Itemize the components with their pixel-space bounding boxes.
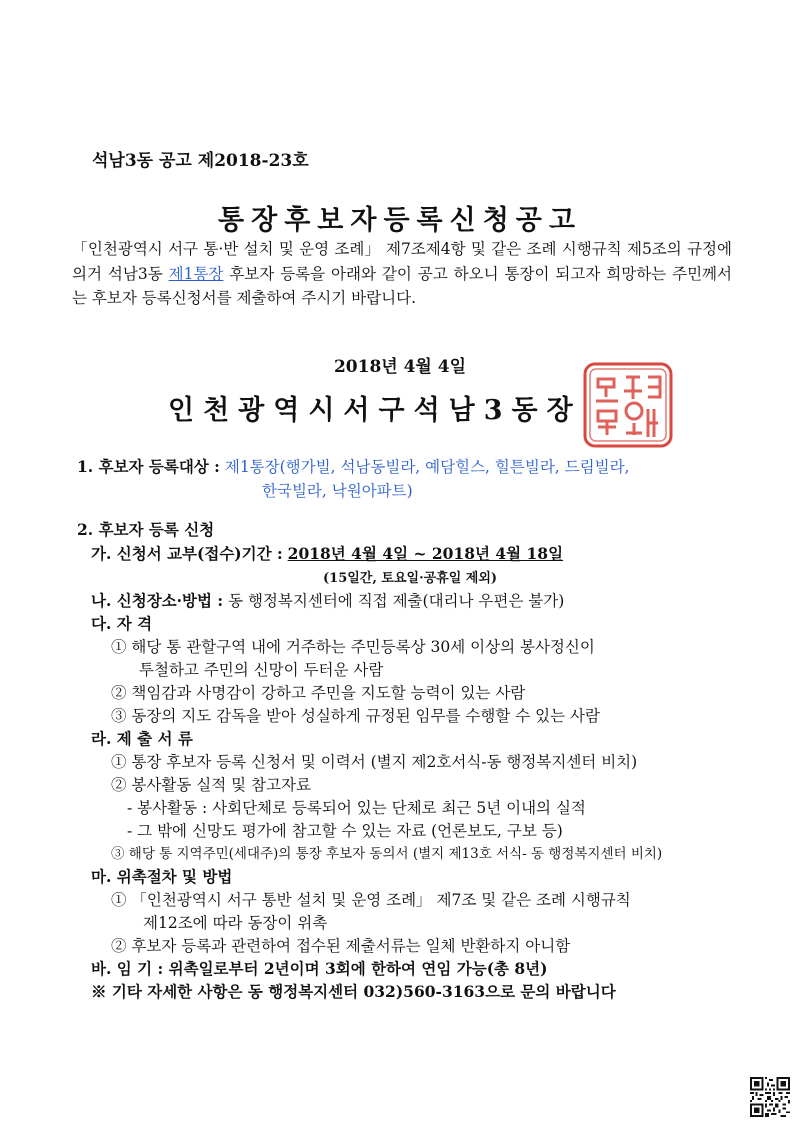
section-ra-item-2: ② 봉사활동 실적 및 참고자료 — [111, 776, 311, 794]
section-na-value: 동 행정복지센터에 직접 제출(대리나 우편은 불가) — [228, 592, 565, 610]
issuer-name: 인천광역시서구석남3동장 — [168, 395, 582, 426]
document-title: 통장후보자등록신청공고 — [218, 205, 582, 236]
section-ma-item-1: ① 「인천광역시 서구 통반 설치 및 운영 조례」 제7조 및 같은 조례 시행규칙 — [111, 891, 631, 909]
section-da-item-2: ② 책임감과 사명감이 강하고 주민을 지도할 능력이 있는 사람 — [111, 684, 526, 702]
section-1-label: 1. 후보자 등록대상 : — [77, 457, 220, 476]
section-na-label: 나. 신청장소·방법 : — [91, 591, 224, 610]
section-ra-heading: 라. 제 출 서 류 — [91, 729, 193, 748]
section-ra-item-2b: - 그 밖에 신망도 평가에 참고할 수 있는 자료 (언론보도, 구보 등) — [127, 822, 563, 840]
intro-text-after: 후보자 등록을 아래와 같이 공고 하오니 통장이 되고자 희망하는 주민께서는 후보자 등록신청서를 제출하여 주시기 바랍니다. — [72, 264, 732, 307]
section-da-item-1: ① 해당 통 관할구역 내에 거주하는 주민등록상 30세 이상의 봉사정신이 — [111, 638, 595, 656]
section-ga-row — [91, 542, 563, 564]
section-da-item-3: ③ 동장의 지도 감독을 받아 성실하게 규정된 임무를 수행할 수 있는 사람 — [111, 707, 600, 725]
notice-number: 석남3동 공고 제2018-23호 — [92, 151, 309, 171]
section-ra-item-3: ③ 해당 통 지역주민(세대주)의 통장 후보자 동의서 (별지 제13호 서식- 동 행정복지센터 비치) — [111, 846, 663, 862]
intro-paragraph — [72, 237, 732, 311]
section-1-value: 제1통장(행가빌, 석남동빌라, 예담힐스, 힐튼빌라, 드림빌라, — [224, 458, 630, 476]
section-ma-item-1-cont: 제12조에 따라 동장이 위촉 — [143, 914, 328, 932]
section-ma-heading: 마. 위촉절차 및 방법 — [91, 867, 233, 886]
section-ra-item-1: ① 통장 후보자 등록 신청서 및 이력서 (별지 제2호서식-동 행정복지센터 비치) — [111, 753, 638, 771]
official-seal-icon — [582, 361, 674, 449]
section-da-item-1-cont: 투철하고 주민의 신망이 두터운 사람 — [139, 661, 384, 679]
section-2-heading: 2. 후보자 등록 신청 — [77, 520, 215, 539]
section-ga-note: (15일간, 토요일·공휴일 제외) — [323, 571, 498, 586]
section-ma-item-2: ② 후보자 등록과 관련하여 접수된 제출서류는 일체 반환하지 아니함 — [111, 937, 571, 955]
qr-code-icon — [750, 1077, 790, 1117]
notice-date: 2018년 4월 4일 — [333, 357, 467, 377]
contact-note: ※ 기타 자세한 사항은 동 행정복지센터 032)560-3163으로 문의 바랍니다 — [91, 982, 616, 1001]
section-ra-item-2a: - 봉사활동 : 사회단체로 등록되어 있는 단체로 최근 5년 이내의 실적 — [127, 799, 586, 817]
section-ga-period: 2018년 4월 4일 ~ 2018년 4월 18일 — [287, 544, 564, 563]
section-1-row — [77, 455, 629, 477]
section-na-row — [91, 589, 564, 611]
section-ga-label: 가. 신청서 교부(접수)기간 : — [91, 544, 283, 563]
tong-link[interactable]: 제1통장 — [168, 264, 224, 283]
intro-text-before: 「인천광역시 서구 통·반 설치 및 운영 조례」 제7조제4항 및 같은 조례 시행규칙 제5조의 규정에 의거 석남3동 — [72, 240, 732, 283]
section-da-heading: 다. 자 격 — [91, 614, 153, 633]
section-1-value-cont: 한국빌라, 낙원아파트) — [262, 482, 413, 500]
section-ba-term: 바. 임 기 : 위촉일로부터 2년이며 3회에 한하여 연임 가능(총 8년) — [91, 959, 548, 978]
